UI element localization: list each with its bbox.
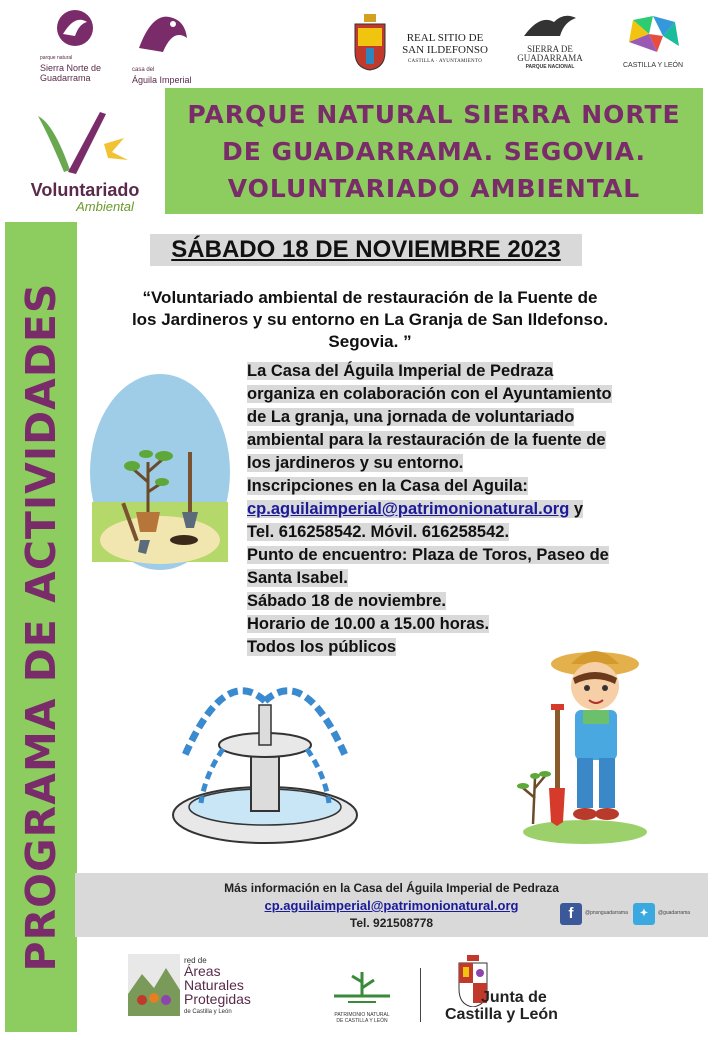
- phone-line: Tel. 616258542. Móvil. 616258542.: [247, 523, 510, 541]
- info-line-3: de La granja, una jornada de voluntariado: [247, 408, 575, 426]
- side-band: [5, 222, 77, 1032]
- parque-nacional-logo: [510, 10, 590, 72]
- tree-planting-illustration: [88, 372, 233, 572]
- patrimonio-line-2: DE CASTILLA Y LEÓN: [336, 1018, 388, 1024]
- header-line-2: DE GUADARRAMA. SEGOVIA.: [222, 137, 646, 166]
- leaf-v-icon: [20, 108, 150, 180]
- plant-icon: [322, 968, 402, 1010]
- info-line-5: los jardineros y su entorno.: [247, 454, 464, 472]
- castilla-leon-logo: [608, 12, 698, 70]
- info-line-6: Inscripciones en la Casa del Aguila:: [247, 477, 528, 495]
- red-small: red de: [184, 956, 207, 965]
- twitter-icon[interactable]: ✦: [633, 903, 655, 925]
- junta-line-2: Castilla y León: [445, 1006, 558, 1023]
- meeting-line-5: Todos los públicos: [247, 638, 397, 656]
- eagle-silhouette-icon: [520, 10, 580, 40]
- coat-of-arms-icon: [350, 12, 390, 72]
- real-sitio-line2: SAN ILDEFONSO: [402, 44, 488, 56]
- event-date: SÁBADO 18 DE NOVIEMBRE 2023: [150, 234, 582, 266]
- footer-info-box: [75, 873, 708, 937]
- voluntariado-subtitle: Ambiental: [76, 199, 134, 214]
- side-band-label: PROGRAMA DE ACTIVIDADES: [17, 282, 65, 972]
- footer-more-info: Más información en la Casa del Águila Imperial de Pedraza: [224, 881, 559, 895]
- parque-line1: SIERRA DE: [527, 44, 573, 54]
- voluntariado-title: Voluntariado: [30, 180, 140, 200]
- landscape-icon: [128, 954, 180, 1016]
- email-suffix: y: [569, 500, 584, 518]
- gardener-child-illustration: [515, 648, 650, 848]
- junta-castilla-leon-logo: [445, 955, 585, 1025]
- parque-line2: GUADARRAMA: [517, 53, 583, 63]
- red-foot: de Castilla y León: [184, 1009, 232, 1015]
- sierra-norte-name-1: Sierra Norte de: [40, 63, 102, 73]
- red-line-3: Protegidas: [184, 991, 251, 1007]
- red-areas-naturales-logo: [128, 954, 273, 1020]
- voluntariado-logo: [20, 108, 150, 216]
- cyl-label: CASTILLA Y LEÓN: [622, 62, 684, 69]
- aguila-name: Águila Imperial: [132, 75, 192, 85]
- info-block: [247, 360, 717, 659]
- header-line-1: PARQUE NATURAL SIERRA NORTE: [187, 100, 681, 129]
- footer-email-link[interactable]: cp.aguilaimperial@patrimonionatural.org: [264, 898, 519, 913]
- header-banner: [165, 88, 703, 214]
- sierra-norte-small: parque natural: [40, 55, 73, 61]
- parque-line3: PARQUE NACIONAL: [525, 64, 575, 70]
- activity-title-line-2: los Jardineros y su entorno en La Granja de San Ildefonso.: [131, 310, 609, 329]
- fountain-illustration: [165, 665, 365, 865]
- activity-title: [100, 287, 640, 353]
- patrimonio-natural-logo: [322, 968, 402, 1023]
- info-line-4: ambiental para la restauración de la fuente de: [247, 431, 606, 449]
- red-line-1: Áreas: [184, 963, 221, 979]
- facebook-label: @pnsnguadarrama: [585, 910, 628, 916]
- junta-line-1: Junta de: [481, 989, 547, 1006]
- activity-title-line-3: Segovia. ”: [328, 332, 412, 351]
- registration-email-link[interactable]: cp.aguilaimperial@patrimonionatural.org: [247, 500, 570, 518]
- aguila-small: casa del: [132, 67, 155, 73]
- sierra-norte-name-2: Guadarrama: [40, 73, 91, 83]
- twitter-label: @guadarrama: [658, 910, 691, 916]
- real-sitio-line1: REAL SITIO DE: [406, 32, 484, 44]
- info-line-1: La Casa del Águila Imperial de Pedraza: [247, 362, 554, 380]
- meeting-line-2: Santa Isabel.: [247, 569, 348, 587]
- logo-divider: [420, 968, 421, 1022]
- real-sitio-line3: CASTILLA · AYUNTAMIENTO: [407, 59, 483, 64]
- meeting-line-1: Punto de encuentro: Plaza de Toros, Paseo de: [247, 546, 609, 564]
- facebook-icon[interactable]: f: [560, 903, 582, 925]
- header-line-3: VOLUNTARIADO AMBIENTAL: [227, 174, 641, 203]
- eagle-icon: [133, 8, 193, 60]
- patrimonio-line-1: PATRIMONIO NATURAL: [334, 1012, 390, 1018]
- red-line-2: Naturales: [184, 977, 244, 993]
- meeting-line-3: Sábado 18 de noviembre.: [247, 592, 446, 610]
- footer-phone: Tel. 921508778: [349, 916, 434, 930]
- aguila-imperial-logo: [118, 8, 208, 85]
- meeting-line-4: Horario de 10.00 a 15.00 horas.: [247, 615, 490, 633]
- sierra-norte-logo: [40, 8, 110, 83]
- eagle-icon: [53, 8, 97, 48]
- activity-title-line-1: “Voluntariado ambiental de restauración de la Fuente de: [142, 288, 598, 307]
- info-line-2: organiza en colaboración con el Ayuntamiento: [247, 385, 612, 403]
- mosaic-icon: [623, 12, 683, 56]
